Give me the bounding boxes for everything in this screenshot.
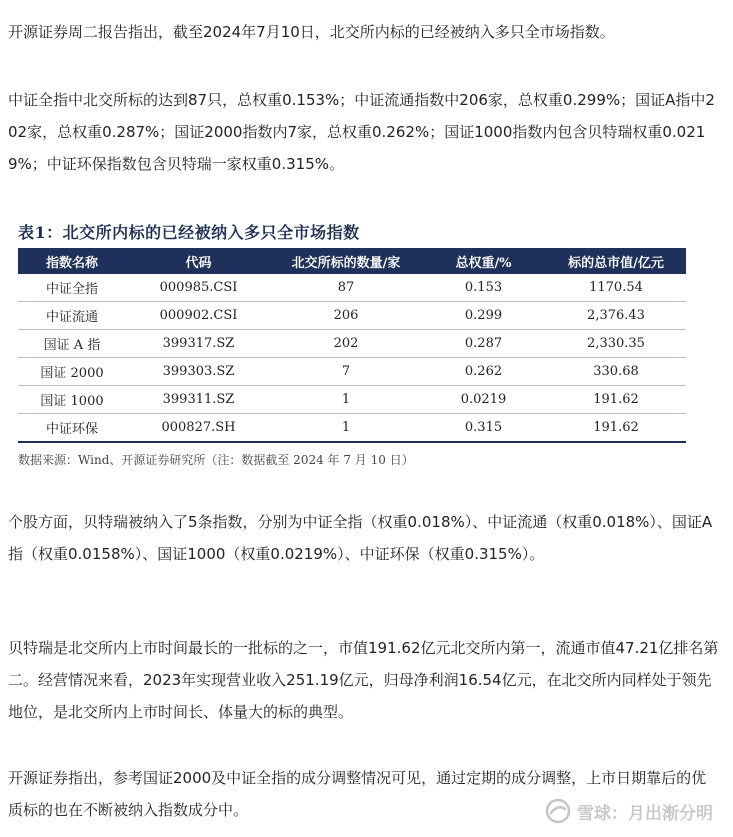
cell-weight: 0.287 xyxy=(421,330,546,358)
cell-code: 000827.SH xyxy=(126,414,271,443)
cell-count: 1 xyxy=(271,386,421,414)
index-table-section xyxy=(18,218,698,469)
table-header-row xyxy=(18,248,686,274)
cell-weight: 0.315 xyxy=(421,414,546,443)
table-row xyxy=(18,330,686,358)
snowball-logo-icon xyxy=(545,798,571,824)
paragraph-company-overview: 贝特瑞是北交所内上市时间最长的一批标的之一，市值191.62亿元北交所内第一，流通市值47.21亿排名第二。经营情况来看，2023年实现营业收入251.19亿元，归母净利润16.54亿元，在北交所内同样处于领先地位，是北交所内上市时间长、体量大的标的典型。 xyxy=(8,639,719,721)
cell-market-cap: 2,376.43 xyxy=(546,302,686,330)
cell-weight: 0.299 xyxy=(421,302,546,330)
paragraph-conclusion: 开源证券指出，参考国证2000及中证全指的成分调整情况可见，通过定期的成分调整，上市日期靠后的优质标的也在不断被纳入指数成分中。 xyxy=(8,769,707,819)
watermark xyxy=(545,796,713,826)
cell-market-cap: 191.62 xyxy=(546,414,686,443)
cell-code: 000985.CSI xyxy=(126,274,271,302)
cell-code: 399303.SZ xyxy=(126,358,271,386)
cell-index-name: 中证流通 xyxy=(18,302,126,330)
cell-weight: 0.262 xyxy=(421,358,546,386)
cell-code: 399317.SZ xyxy=(126,330,271,358)
watermark-text: 雪球：月出渐分明 xyxy=(577,803,713,824)
cell-count: 206 xyxy=(271,302,421,330)
cell-code: 000902.CSI xyxy=(126,302,271,330)
cell-count: 202 xyxy=(271,330,421,358)
header-market-cap: 标的总市值/亿元 xyxy=(546,248,686,274)
table-row xyxy=(18,302,686,330)
cell-count: 7 xyxy=(271,358,421,386)
header-code: 代码 xyxy=(126,248,271,274)
cell-weight: 0.153 xyxy=(421,274,546,302)
index-table xyxy=(18,248,686,443)
cell-index-name: 国证 A 指 xyxy=(18,330,126,358)
cell-market-cap: 1170.54 xyxy=(546,274,686,302)
paragraph-stock-inclusion: 个股方面，贝特瑞被纳入了5条指数，分别为中证全指（权重0.018%）、中证流通（权重0.018%）、国证A指（权重0.0158%）、国证1000（权重0.0219%）、中证环保（权重0.315%）。 xyxy=(8,513,713,563)
cell-market-cap: 2,330.35 xyxy=(546,330,686,358)
table-row xyxy=(18,386,686,414)
cell-index-name: 中证环保 xyxy=(18,414,126,443)
table-source-note: 数据来源：Wind、开源证券研究所（注：数据截至 2024 年 7 月 10 日） xyxy=(18,453,414,467)
cell-weight: 0.0219 xyxy=(421,386,546,414)
header-weight: 总权重/% xyxy=(421,248,546,274)
table-row xyxy=(18,274,686,302)
header-index-name: 指数名称 xyxy=(18,248,126,274)
table-row xyxy=(18,358,686,386)
cell-index-name: 国证 1000 xyxy=(18,386,126,414)
cell-market-cap: 330.68 xyxy=(546,358,686,386)
cell-count: 87 xyxy=(271,274,421,302)
cell-market-cap: 191.62 xyxy=(546,386,686,414)
paragraph-index-weights: 中证全指中北交所标的达到87只，总权重0.153%；中证流通指数中206家，总权重0.299%；国证A指中202家，总权重0.287%；国证2000指数内7家，总权重0.262%；国证1000指数内包含贝特瑞权重0.0219%；中证环保指数包含贝特瑞一家权重0.315%。 xyxy=(8,91,715,173)
cell-count: 1 xyxy=(271,414,421,443)
table-row xyxy=(18,414,686,443)
paragraph-intro: 开源证券周二报告指出，截至2024年7月10日，北交所内标的已经被纳入多只全市场指数。 xyxy=(8,23,615,41)
cell-code: 399311.SZ xyxy=(126,386,271,414)
table-title: 表1：北交所内标的已经被纳入多只全市场指数 xyxy=(18,223,360,242)
cell-index-name: 中证全指 xyxy=(18,274,126,302)
cell-index-name: 国证 2000 xyxy=(18,358,126,386)
header-count: 北交所标的数量/家 xyxy=(271,248,421,274)
